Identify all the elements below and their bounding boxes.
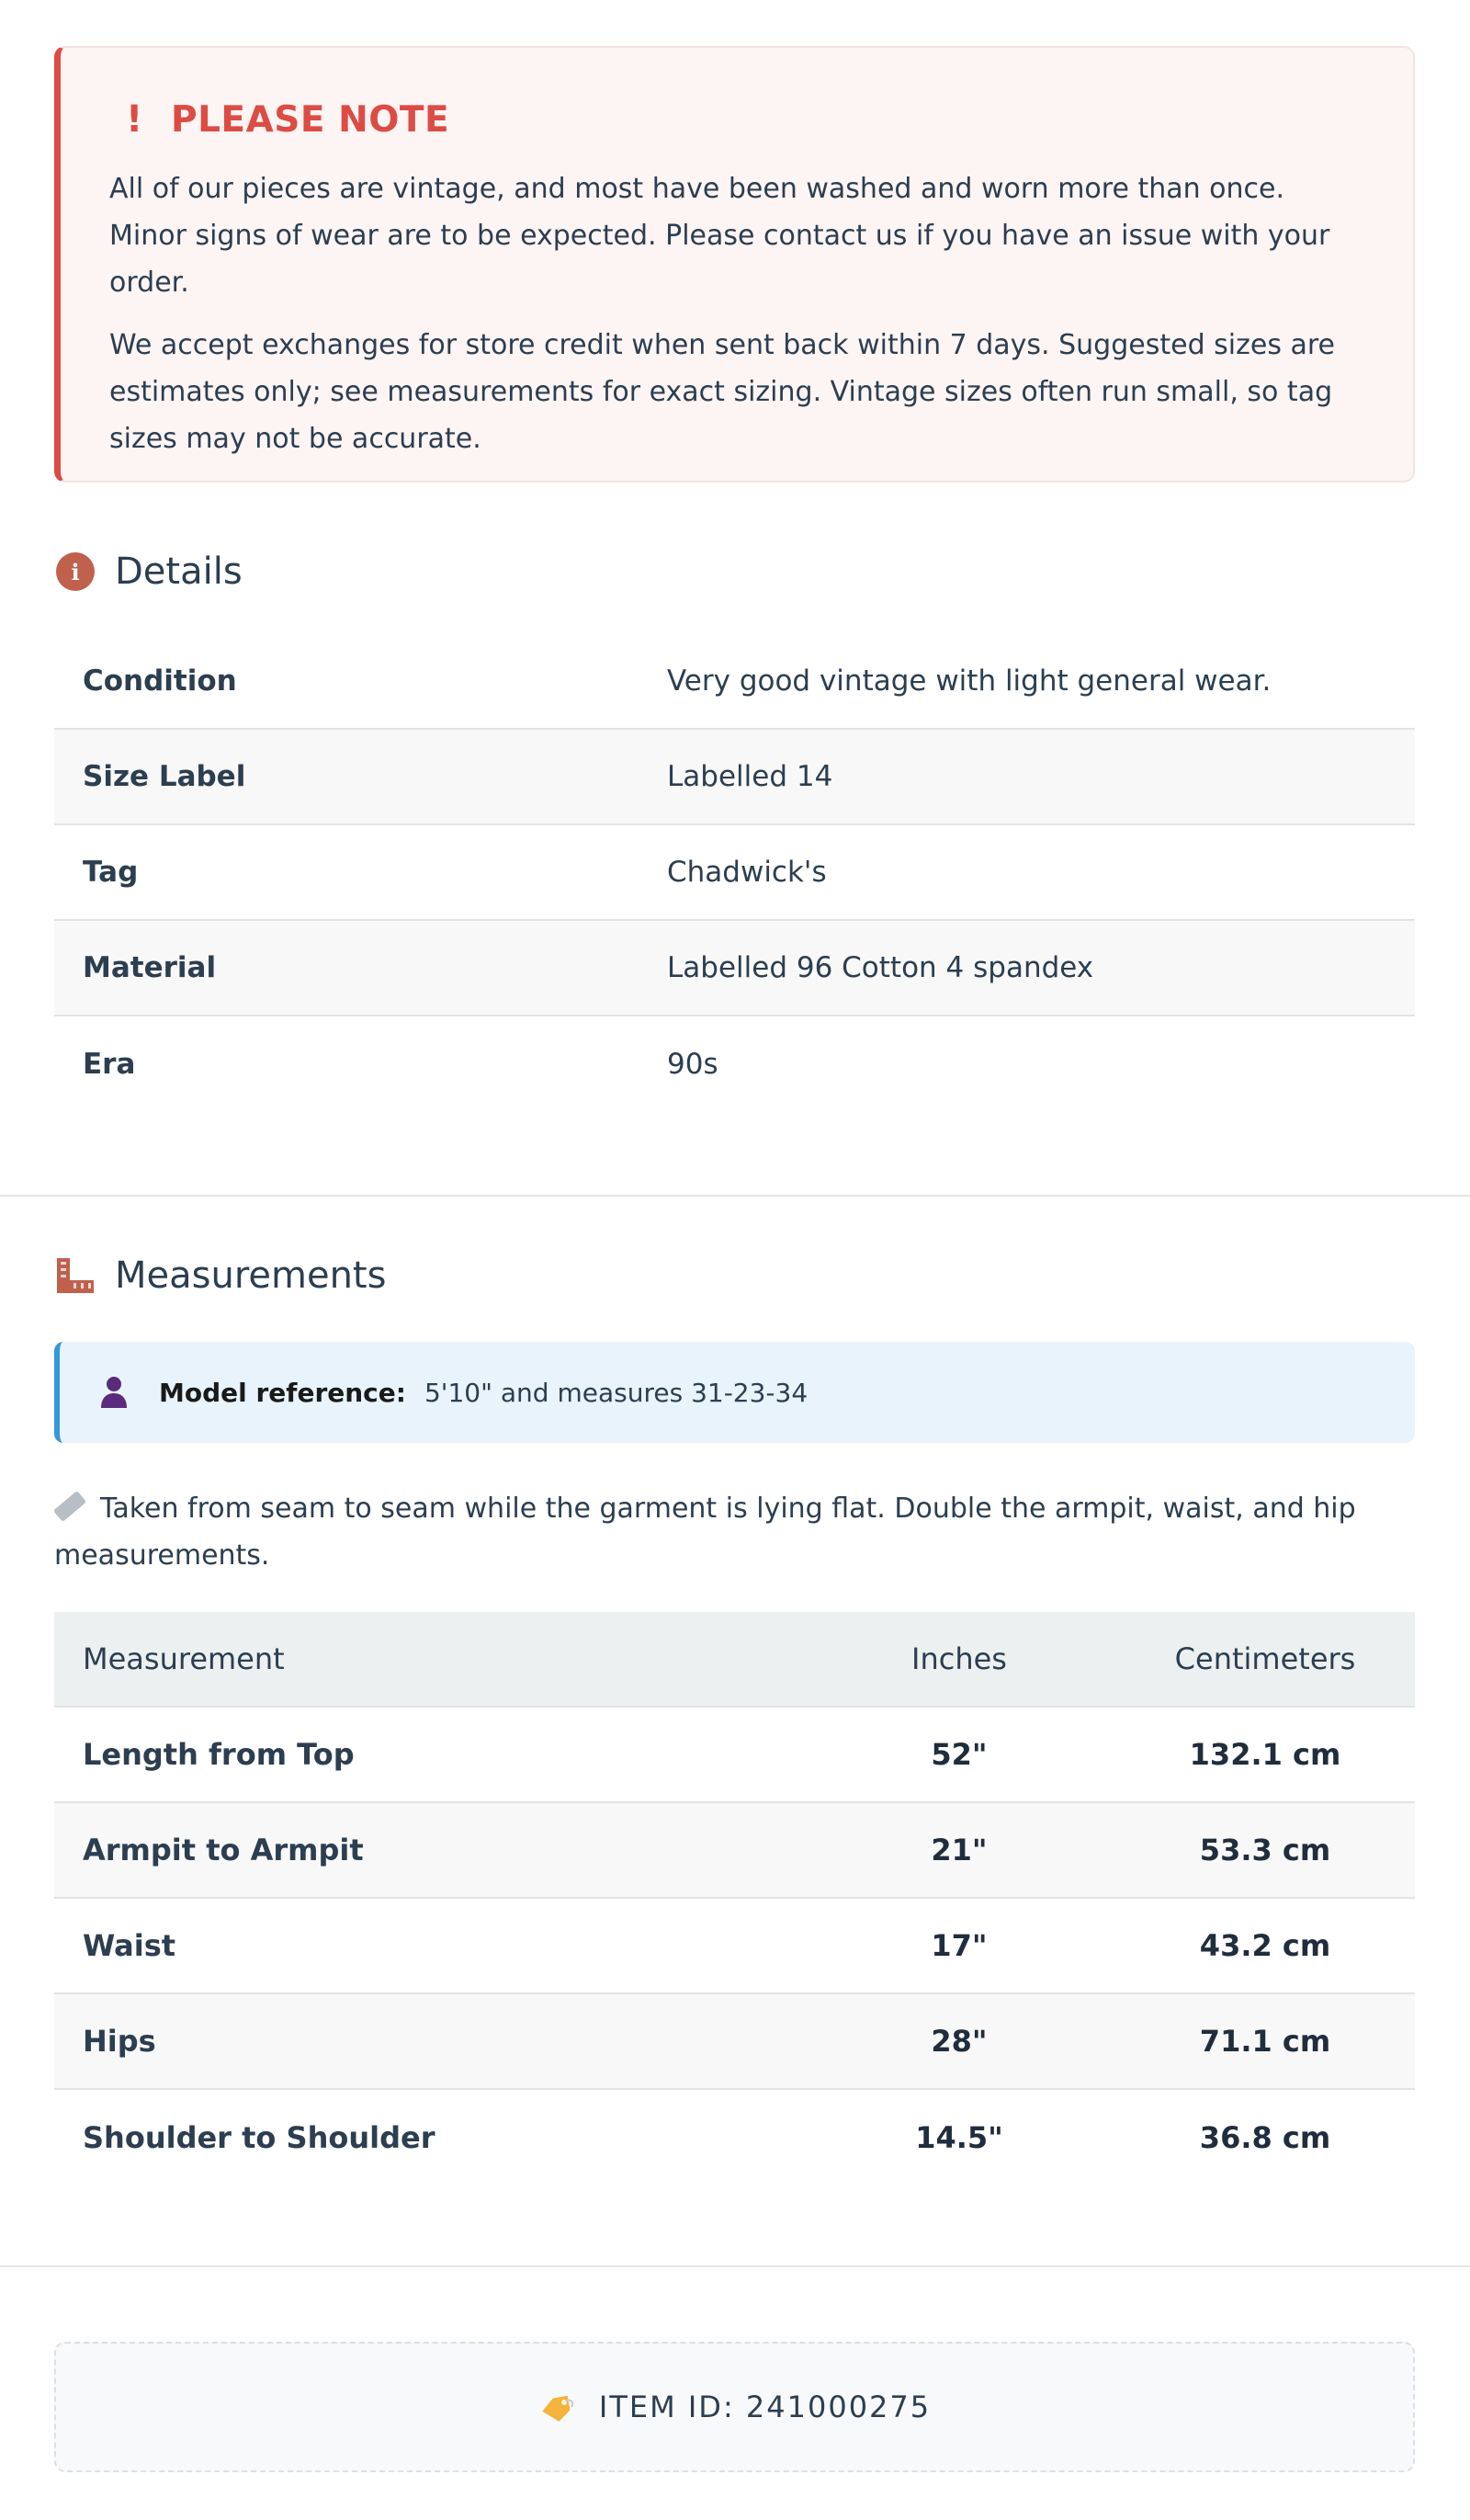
person-icon xyxy=(98,1374,130,1411)
measurement-instructions xyxy=(54,1485,1377,1579)
notice-header xyxy=(109,98,1365,141)
details-key: Era xyxy=(83,1048,136,1081)
item-id-label: ITEM ID: 241000275 xyxy=(598,2389,932,2424)
measurement-cm: 43.2 cm xyxy=(1199,1928,1331,1963)
details-key: Tag xyxy=(83,856,139,889)
details-row xyxy=(54,730,1415,825)
model-label: Model reference: xyxy=(159,1377,406,1408)
details-key: Material xyxy=(83,951,217,984)
measurement-name: Hips xyxy=(83,2024,156,2059)
measurement-cm: 53.3 cm xyxy=(1199,1833,1331,1867)
details-value: Chadwick's xyxy=(667,856,827,889)
column-header-inches: Inches xyxy=(911,1641,1007,1676)
measurement-inches: 14.5" xyxy=(915,2120,1003,2155)
details-row xyxy=(54,634,1415,730)
exclamation-icon: ! xyxy=(126,98,143,141)
table-row xyxy=(54,1994,1415,2090)
details-value: Labelled 96 Cotton 4 spandex xyxy=(667,951,1094,984)
section-divider xyxy=(0,1195,1470,1197)
item-id-box xyxy=(54,2342,1415,2472)
measurements-title: Measurements xyxy=(115,1254,387,1297)
table-row xyxy=(54,1899,1415,1994)
details-table xyxy=(54,634,1415,1112)
measurement-cm: 71.1 cm xyxy=(1199,2024,1331,2059)
ruler-icon xyxy=(53,1490,86,1521)
model-reference xyxy=(54,1342,1415,1443)
column-header-measurement: Measurement xyxy=(83,1641,285,1676)
measurement-inches: 21" xyxy=(931,1833,988,1867)
details-row xyxy=(54,825,1415,921)
measurement-name: Length from Top xyxy=(83,1737,355,1772)
details-value: Labelled 14 xyxy=(667,760,833,793)
measurement-name: Armpit to Armpit xyxy=(83,1833,364,1867)
instructions-text: Taken from seam to seam while the garment is lying flat. Double the armpit, waist, and hip measurements. xyxy=(54,1493,1356,1572)
details-header xyxy=(54,551,243,593)
info-icon: i xyxy=(54,551,96,593)
measurement-cm: 132.1 cm xyxy=(1189,1737,1341,1772)
measurement-inches: 17" xyxy=(931,1928,988,1963)
measurement-inches: 28" xyxy=(931,2024,988,2059)
details-row xyxy=(54,1016,1415,1112)
details-title: Details xyxy=(115,551,243,593)
table-row xyxy=(54,2090,1415,2185)
measurement-cm: 36.8 cm xyxy=(1199,2120,1331,2155)
measurement-inches: 52" xyxy=(931,1737,988,1772)
notice-box xyxy=(54,46,1415,482)
table-row xyxy=(54,1803,1415,1899)
details-value: 90s xyxy=(667,1048,718,1081)
notice-paragraph-1: All of our pieces are vintage, and most have been washed and worn more than once. Minor signs of wear are to be expected. Please contact us if you have an issue with your order. xyxy=(109,173,1330,299)
measurements-table xyxy=(54,1612,1415,2185)
table-header-row xyxy=(54,1612,1415,1708)
table-row xyxy=(54,1708,1415,1803)
details-value: Very good vintage with light general wear. xyxy=(667,664,1272,698)
section-divider xyxy=(0,2265,1470,2267)
model-value: 5'10" and measures 31-23-34 xyxy=(424,1377,808,1408)
price-tag-icon xyxy=(538,2394,575,2420)
measurements-header xyxy=(54,1254,386,1297)
details-key: Condition xyxy=(83,664,237,698)
notice-title: PLEASE NOTE xyxy=(171,98,450,141)
details-row xyxy=(54,921,1415,1016)
details-key: Size Label xyxy=(83,760,246,793)
column-header-centimeters: Centimeters xyxy=(1174,1641,1356,1676)
measurement-name: Waist xyxy=(83,1928,176,1963)
measurement-name: Shoulder to Shoulder xyxy=(83,2120,435,2155)
ruler-icon xyxy=(54,1254,96,1297)
notice-paragraph-2: We accept exchanges for store credit when sent back within 7 days. Suggested sizes are estimates only; see measurements for exact sizing. Vintage sizes often run small, so tag sizes may not be accurate. xyxy=(109,329,1336,455)
